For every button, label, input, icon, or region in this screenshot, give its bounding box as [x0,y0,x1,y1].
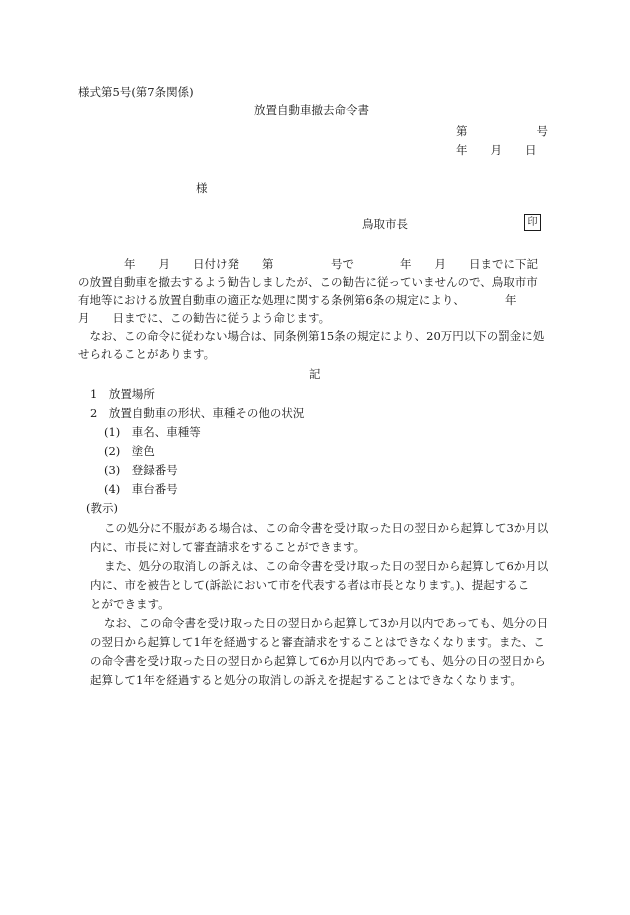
paragraph-1-line-3: 有地等における放置自動車の適正な処理に関する条例第6条の規定により、 年 [78,293,517,307]
notice-paragraph-2-line-1: また、処分の取消しの訴えは、この命令書を受け取った日の翌日から起算して6か月以 [104,559,549,573]
ki-marker: 記 [309,367,321,381]
form-number: 様式第5号(第7条関係) [78,85,194,99]
notice-paragraph-1-line-2: 内に、市長に対して審査請求をすることができます。 [90,540,366,554]
subitem-chassis-number: (4) 車台番号 [104,482,178,496]
notice-paragraph-3-line-1: なお、この命令書を受け取った日の翌日から起算して3か月以内であっても、処分の日 [104,616,549,630]
paragraph-1-line-4: 月 日までに、この勧告に従うよう命じます。 [78,311,331,325]
document-number: 第 号 [456,124,548,138]
notice-paragraph-2-line-3: とができます。 [90,597,170,611]
addressee: 様 [196,181,208,195]
subitem-paint-color: (2) 塗色 [104,444,155,458]
notice-paragraph-3-line-2: の翌日から起算して1年を経過すると審査請求をすることはできなくなります。また、こ [90,635,545,649]
notice-heading: (教示) [86,501,118,515]
item-location: 1 放置場所 [90,387,155,401]
paragraph-2-line-1: なお、この命令に従わない場合は、同条例第15条の規定により、20万円以下の罰金に処 [78,329,545,343]
document-title: 放置自動車撤去命令書 [254,103,369,117]
notice-paragraph-2-line-2: 内に、市を被告として(訴訟において市を代表する者は市長となります。)、提起するこ [90,578,530,592]
paragraph-1-line-2: の放置自動車を撤去するよう勧告しましたが、この勧告に従っていませんので、鳥取市市 [78,275,538,289]
issuer: 鳥取市長 [362,217,408,231]
subitem-vehicle-name: (1) 車名、車種等 [104,425,201,439]
seal-mark: 印 [524,214,541,231]
subitem-registration-number: (3) 登録番号 [104,463,178,477]
paragraph-2-line-2: せられることがあります。 [78,347,216,361]
notice-paragraph-3-line-3: の命令書を受け取った日の翌日から起算して6か月以内であっても、処分の日の翌日から [90,654,546,668]
issue-date: 年 月 日 [456,143,537,157]
paragraph-1-line-1: 年 月 日付け発 第 号で 年 月 日までに下記 [78,257,538,271]
notice-paragraph-1-line-1: この処分に不服がある場合は、この命令書を受け取った日の翌日から起算して3か月以 [104,521,549,535]
notice-paragraph-3-line-4: 起算して1年を経過すると処分の取消しの訴えを提起することはできなくなります。 [90,673,522,687]
item-vehicle-status: 2 放置自動車の形状、車種その他の状況 [90,406,305,420]
